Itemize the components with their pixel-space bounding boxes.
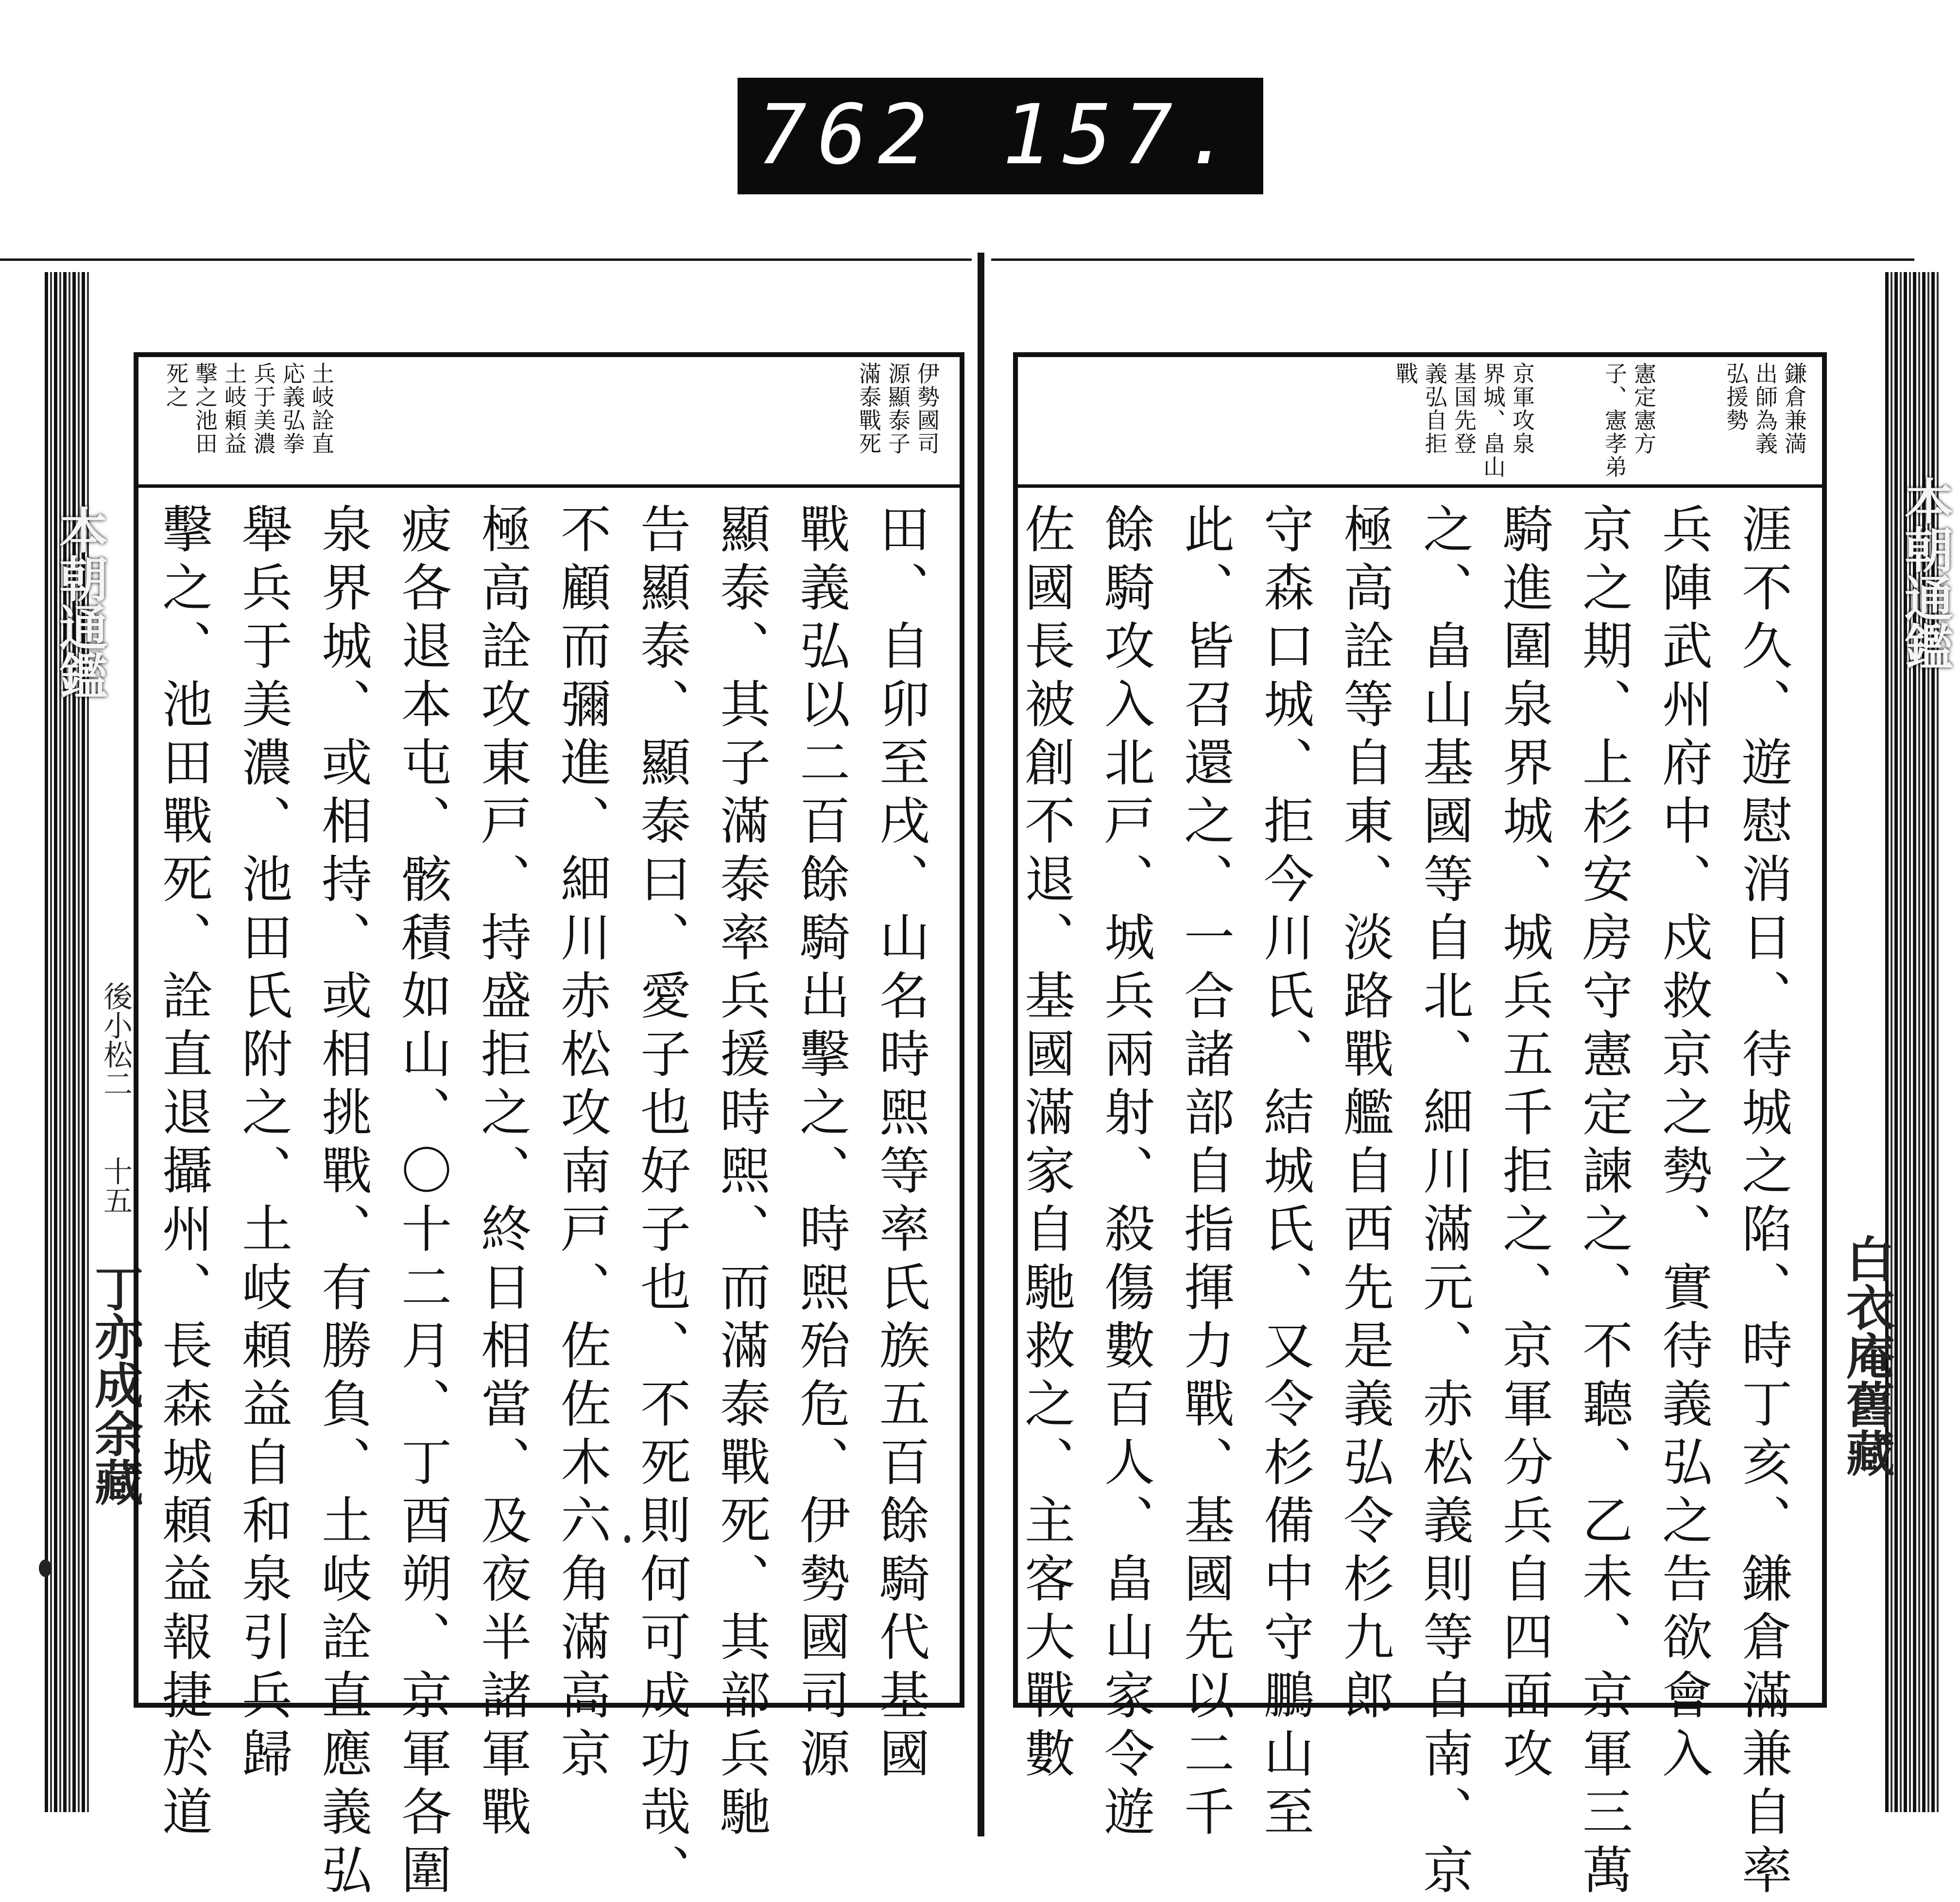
headnote-line: 源顯泰子 xyxy=(885,362,911,455)
accession-plate xyxy=(738,78,1263,194)
headnote-line: 憲定憲方 xyxy=(1631,362,1657,455)
headnote-line: 義弘自拒 xyxy=(1422,362,1448,455)
text-column: 田、自卯至戌、山名時煕等率氏族五百餘騎代基國 xyxy=(871,503,930,1785)
headnote-line: 子、憲孝弟 xyxy=(1601,362,1628,479)
text-column: 此、皆召還之、一合諸部自指揮力戰、基國先以二千 xyxy=(1175,503,1235,1844)
left-main-text xyxy=(154,503,940,1902)
text-column: 疲各退本屯、骸積如山、〇十二月、丁酉朔、京軍各圍 xyxy=(393,503,452,1902)
top-rule-left xyxy=(0,258,972,261)
left-spine-title: 本朝通鑑 xyxy=(51,505,108,700)
text-column: 餘騎攻入北戸、城兵兩射、殺傷數百人、畠山家令遊 xyxy=(1096,503,1155,1844)
text-column: 泉界城、或相持、或相挑戰、有勝負、土岐詮直應義弘 xyxy=(313,503,372,1902)
left-margin-reign: 後小松二 xyxy=(99,981,133,1098)
right-page xyxy=(1013,352,1827,1902)
plate-left-number: 762 xyxy=(757,87,939,183)
plate-right-number: 157. xyxy=(1002,87,1244,183)
headnote-line: 滿泰戰死 xyxy=(856,362,882,455)
headnote-line: 撃之池田 xyxy=(192,362,218,455)
text-column: 守森口城、拒今川氏、結城氏、又令杉備中守鵬山至 xyxy=(1255,503,1314,1844)
center-fold xyxy=(978,253,984,1836)
text-column: 告顯泰、顯泰曰、愛子也好子也、不死則何可成功哉、 xyxy=(632,503,691,1902)
left-page xyxy=(134,352,964,1902)
text-column: 顯泰、其子滿泰率兵援時煕、而滿泰戰死、其部兵馳 xyxy=(711,503,771,1844)
text-column: 佐國長被創不退、基國滿家自馳救之、主客大戰數 xyxy=(1016,503,1075,1785)
text-column: 極高詮攻東戸、持盛拒之、終日相當、及夜半諸軍戰 xyxy=(472,503,532,1844)
right-headnote-area xyxy=(1018,357,1822,488)
right-main-text xyxy=(1016,503,1803,1902)
headnote-line: 京軍攻泉 xyxy=(1509,362,1535,455)
right-side-label: 白衣庵舊藏 xyxy=(1838,1234,1895,1477)
text-column: 京之期、上杉安房守憲定諫之、不聽、乙未、京軍三萬 xyxy=(1574,503,1633,1902)
right-spine-title: 本朝通鑑 xyxy=(1896,476,1954,670)
text-column: 兵陣武州府中、戍救京之勢、實待義弘之告欲會入 xyxy=(1653,503,1713,1785)
left-side-label: 丁亦成余藏 xyxy=(86,1263,144,1506)
headnote-line: 死之 xyxy=(163,362,189,409)
book-spread xyxy=(0,253,1954,1902)
text-column: 涯不久、遊慰消日、待城之陷、時丁亥、鎌倉滿兼自率 xyxy=(1733,503,1792,1902)
headnote-line: 土岐頼益 xyxy=(221,362,247,455)
headnote-line: 兵于美濃 xyxy=(250,362,276,455)
headnote-line: 出師為義 xyxy=(1752,362,1778,455)
ink-stain xyxy=(39,1559,52,1577)
headnote-line: 応義弘拳 xyxy=(279,362,306,455)
headnote-line: 弘援勢 xyxy=(1723,362,1749,432)
headnote-line: 伊勢國司 xyxy=(914,362,940,455)
text-column: 戰義弘以二百餘騎出擊之、時煕殆危、伊勢國司源 xyxy=(791,503,850,1785)
text-column: 不顧而彌進、細川赤松攻南戸、佐佐木六角滿高京 xyxy=(552,503,611,1785)
text-column: 之、畠山基國等自北、細川滿元、赤松義則等自南、京 xyxy=(1414,503,1474,1902)
ink-stain xyxy=(624,1535,630,1543)
headnote-line: 基国先登 xyxy=(1451,362,1477,455)
text-column: 舉兵于美濃、池田氏附之、土岐頼益自和泉引兵歸 xyxy=(233,503,292,1785)
left-page-edge xyxy=(45,272,91,1812)
text-column: 騎進圍泉界城、城兵五千拒之、京軍分兵自四面攻 xyxy=(1494,503,1553,1785)
headnote-line: 鎌倉兼満 xyxy=(1781,362,1807,455)
text-column: 擊之、池田戰死、詮直退攝州、長森城頼益報捷於道 xyxy=(154,503,213,1844)
left-headnote-area xyxy=(138,357,960,488)
headnote-line: 界城、畠山 xyxy=(1480,362,1506,479)
text-column: 極高詮等自東、淡路戰艦自西先是義弘令杉九郎 xyxy=(1335,503,1394,1727)
headnote-line: 土岐詮直 xyxy=(309,362,335,455)
left-margin-folio: 十五 xyxy=(99,1156,133,1215)
headnote-line: 戰 xyxy=(1393,362,1419,385)
top-rule-right xyxy=(991,258,1914,261)
